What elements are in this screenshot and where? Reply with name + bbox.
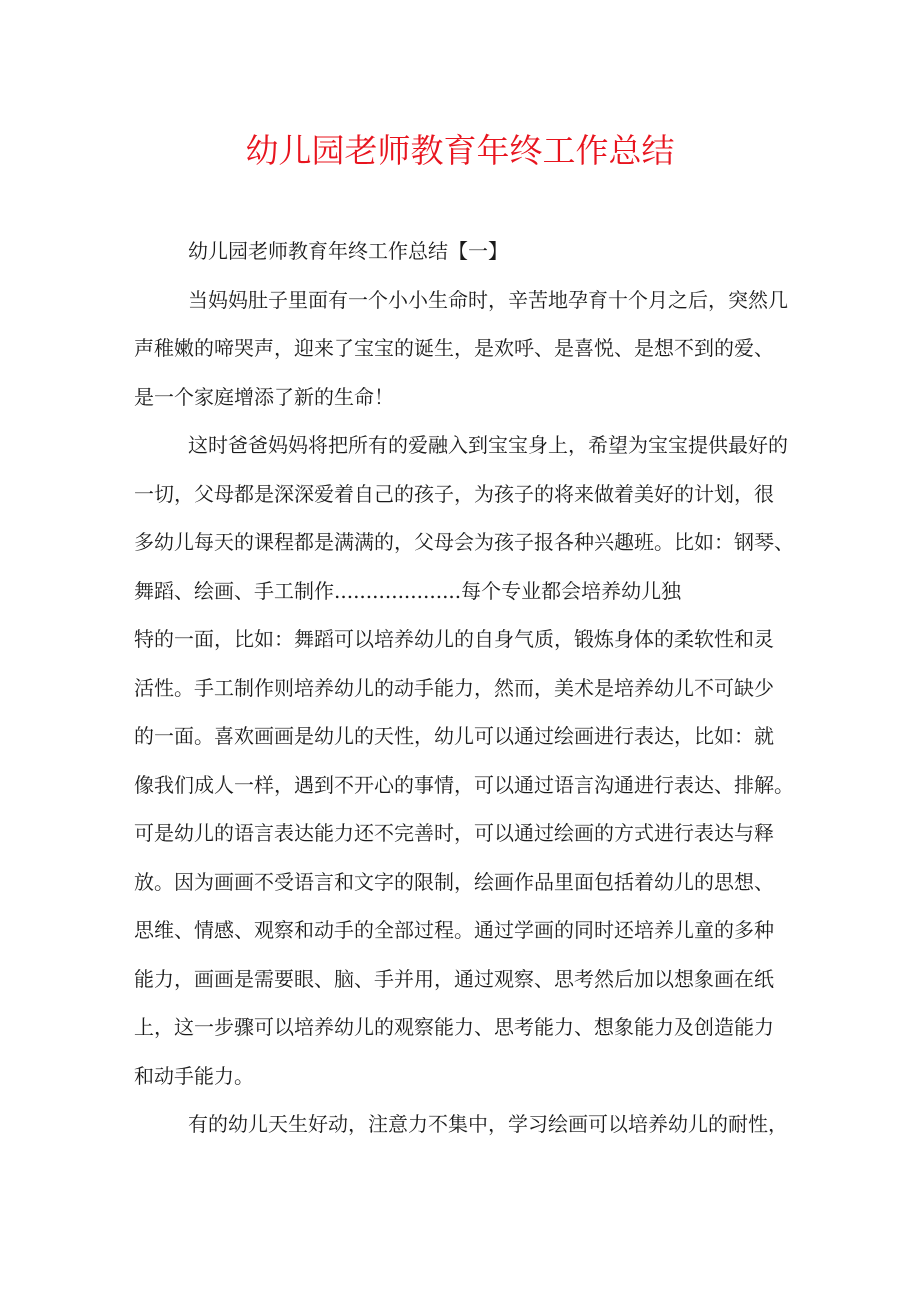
document-body <box>134 227 802 1149</box>
paragraph-line: 上，这一步骤可以培养幼儿的观察能力、思考能力、想象能力及创造能力 <box>134 1015 774 1039</box>
paragraph-3 <box>134 1100 802 1149</box>
paragraph-line: 可是幼儿的语言表达能力还不完善时，可以通过绘画的方式进行表达与释 <box>134 821 774 845</box>
paragraph-line: 是一个家庭增添了新的生命！ <box>134 384 394 409</box>
paragraph-line: 声稚嫩的啼哭声，迎来了宝宝的诞生，是欢呼、是喜悦、是想不到的爱、 <box>134 336 774 360</box>
paragraph-line: 思维、情感、观察和动手的全部过程。通过学画的同时还培养儿童的多种 <box>134 918 774 942</box>
paragraph-line: 活性。手工制作则培养幼儿的动手能力，然而，美术是培养幼儿不可缺少 <box>134 675 774 700</box>
paragraph-line: 多幼儿每天的课程都是满满的，父母会为孩子报各种兴趣班。比如：钢琴、 <box>134 530 794 554</box>
document-title: 幼儿园老师教育年终工作总结 <box>245 131 675 170</box>
paragraph-line: 有的幼儿天生好动，注意力不集中，学习绘画可以培养幼儿的耐性， <box>188 1112 788 1136</box>
paragraph-line: 能力，画画是需要眼、脑、手并用，通过观察、思考然后加以想象画在纸 <box>134 966 774 991</box>
paragraph-line: 当妈妈肚子里面有一个小小生命时，辛苦地孕育十个月之后，突然几 <box>188 287 788 312</box>
paragraph-line: 像我们成人一样，遇到不开心的事情，可以通过语言沟通进行表达、排解。 <box>134 772 794 797</box>
paragraph-line: 的一面。喜欢画画是幼儿的天性，幼儿可以通过绘画进行表达，比如：就 <box>134 724 774 748</box>
paragraph-2 <box>134 421 802 1100</box>
paragraph-1 <box>134 276 802 422</box>
paragraph-line: 放。因为画画不受语言和文字的限制，绘画作品里面包括着幼儿的思想、 <box>134 869 774 894</box>
paragraph-line: 舞蹈、绘画、手工制作....................每个专业都会培养幼儿独 <box>134 578 682 603</box>
section-heading: 幼儿园老师教育年终工作总结【一】 <box>188 239 508 263</box>
paragraph-line: 特的一面，比如：舞蹈可以培养幼儿的自身气质，锻炼身体的柔软性和灵 <box>134 627 774 651</box>
paragraph-line: 这时爸爸妈妈将把所有的爱融入到宝宝身上，希望为宝宝提供最好的 <box>188 433 788 457</box>
paragraph-line: 和动手能力。 <box>134 1063 254 1088</box>
paragraph-line: 一切，父母都是深深爱着自己的孩子，为孩子的将来做着美好的计划，很 <box>134 481 774 506</box>
